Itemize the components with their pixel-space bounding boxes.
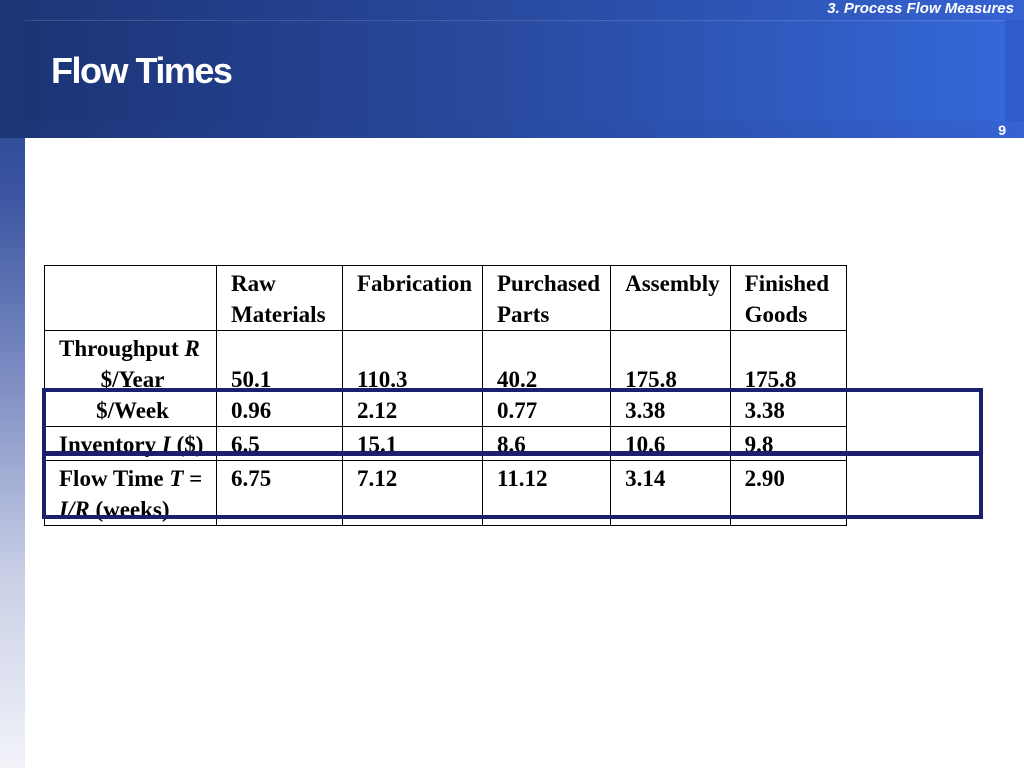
- column-header: Finished Goods: [730, 266, 846, 331]
- slide-title: Flow Times: [51, 50, 232, 91]
- title-panel-edge: [1005, 20, 1024, 121]
- table-cell: 8.6: [483, 427, 611, 461]
- corner-cell: [45, 266, 217, 331]
- table-cell: 2.90: [730, 461, 846, 526]
- table-cell: 6.75: [217, 461, 343, 526]
- table-cell: 3.14: [611, 461, 731, 526]
- table-cell: 10.6: [611, 427, 731, 461]
- page-number: 9: [998, 122, 1006, 138]
- table-row-flow-time: [45, 461, 847, 526]
- table-cell: 110.3 2.12: [343, 331, 483, 427]
- table-row-inventory: [45, 427, 847, 461]
- section-caption: 3. Process Flow Measures: [827, 0, 1014, 17]
- table-cell: 11.12: [483, 461, 611, 526]
- column-header: Assembly: [611, 266, 731, 331]
- column-header: Purchased Parts: [483, 266, 611, 331]
- row-label-throughput: Throughput R $/Year $/Week: [45, 331, 217, 427]
- column-header: Fabrication: [343, 266, 483, 331]
- column-header: Raw Materials: [217, 266, 343, 331]
- flow-times-table: [44, 265, 847, 526]
- row-label-flow-time: Flow Time T = I/R (weeks): [45, 461, 217, 526]
- table-row-throughput: [45, 331, 847, 427]
- table-cell: 6.5: [217, 427, 343, 461]
- table-cell: 7.12: [343, 461, 483, 526]
- table-cell: 175.8 3.38: [611, 331, 731, 427]
- table-cell: 40.2 0.77: [483, 331, 611, 427]
- table-header-row: [45, 266, 847, 331]
- row-label-inventory: Inventory I ($): [45, 427, 217, 461]
- table-cell: 15.1: [343, 427, 483, 461]
- table-cell: 9.8: [730, 427, 846, 461]
- table-cell: 50.1 0.96: [217, 331, 343, 427]
- table-cell: 175.8 3.38: [730, 331, 846, 427]
